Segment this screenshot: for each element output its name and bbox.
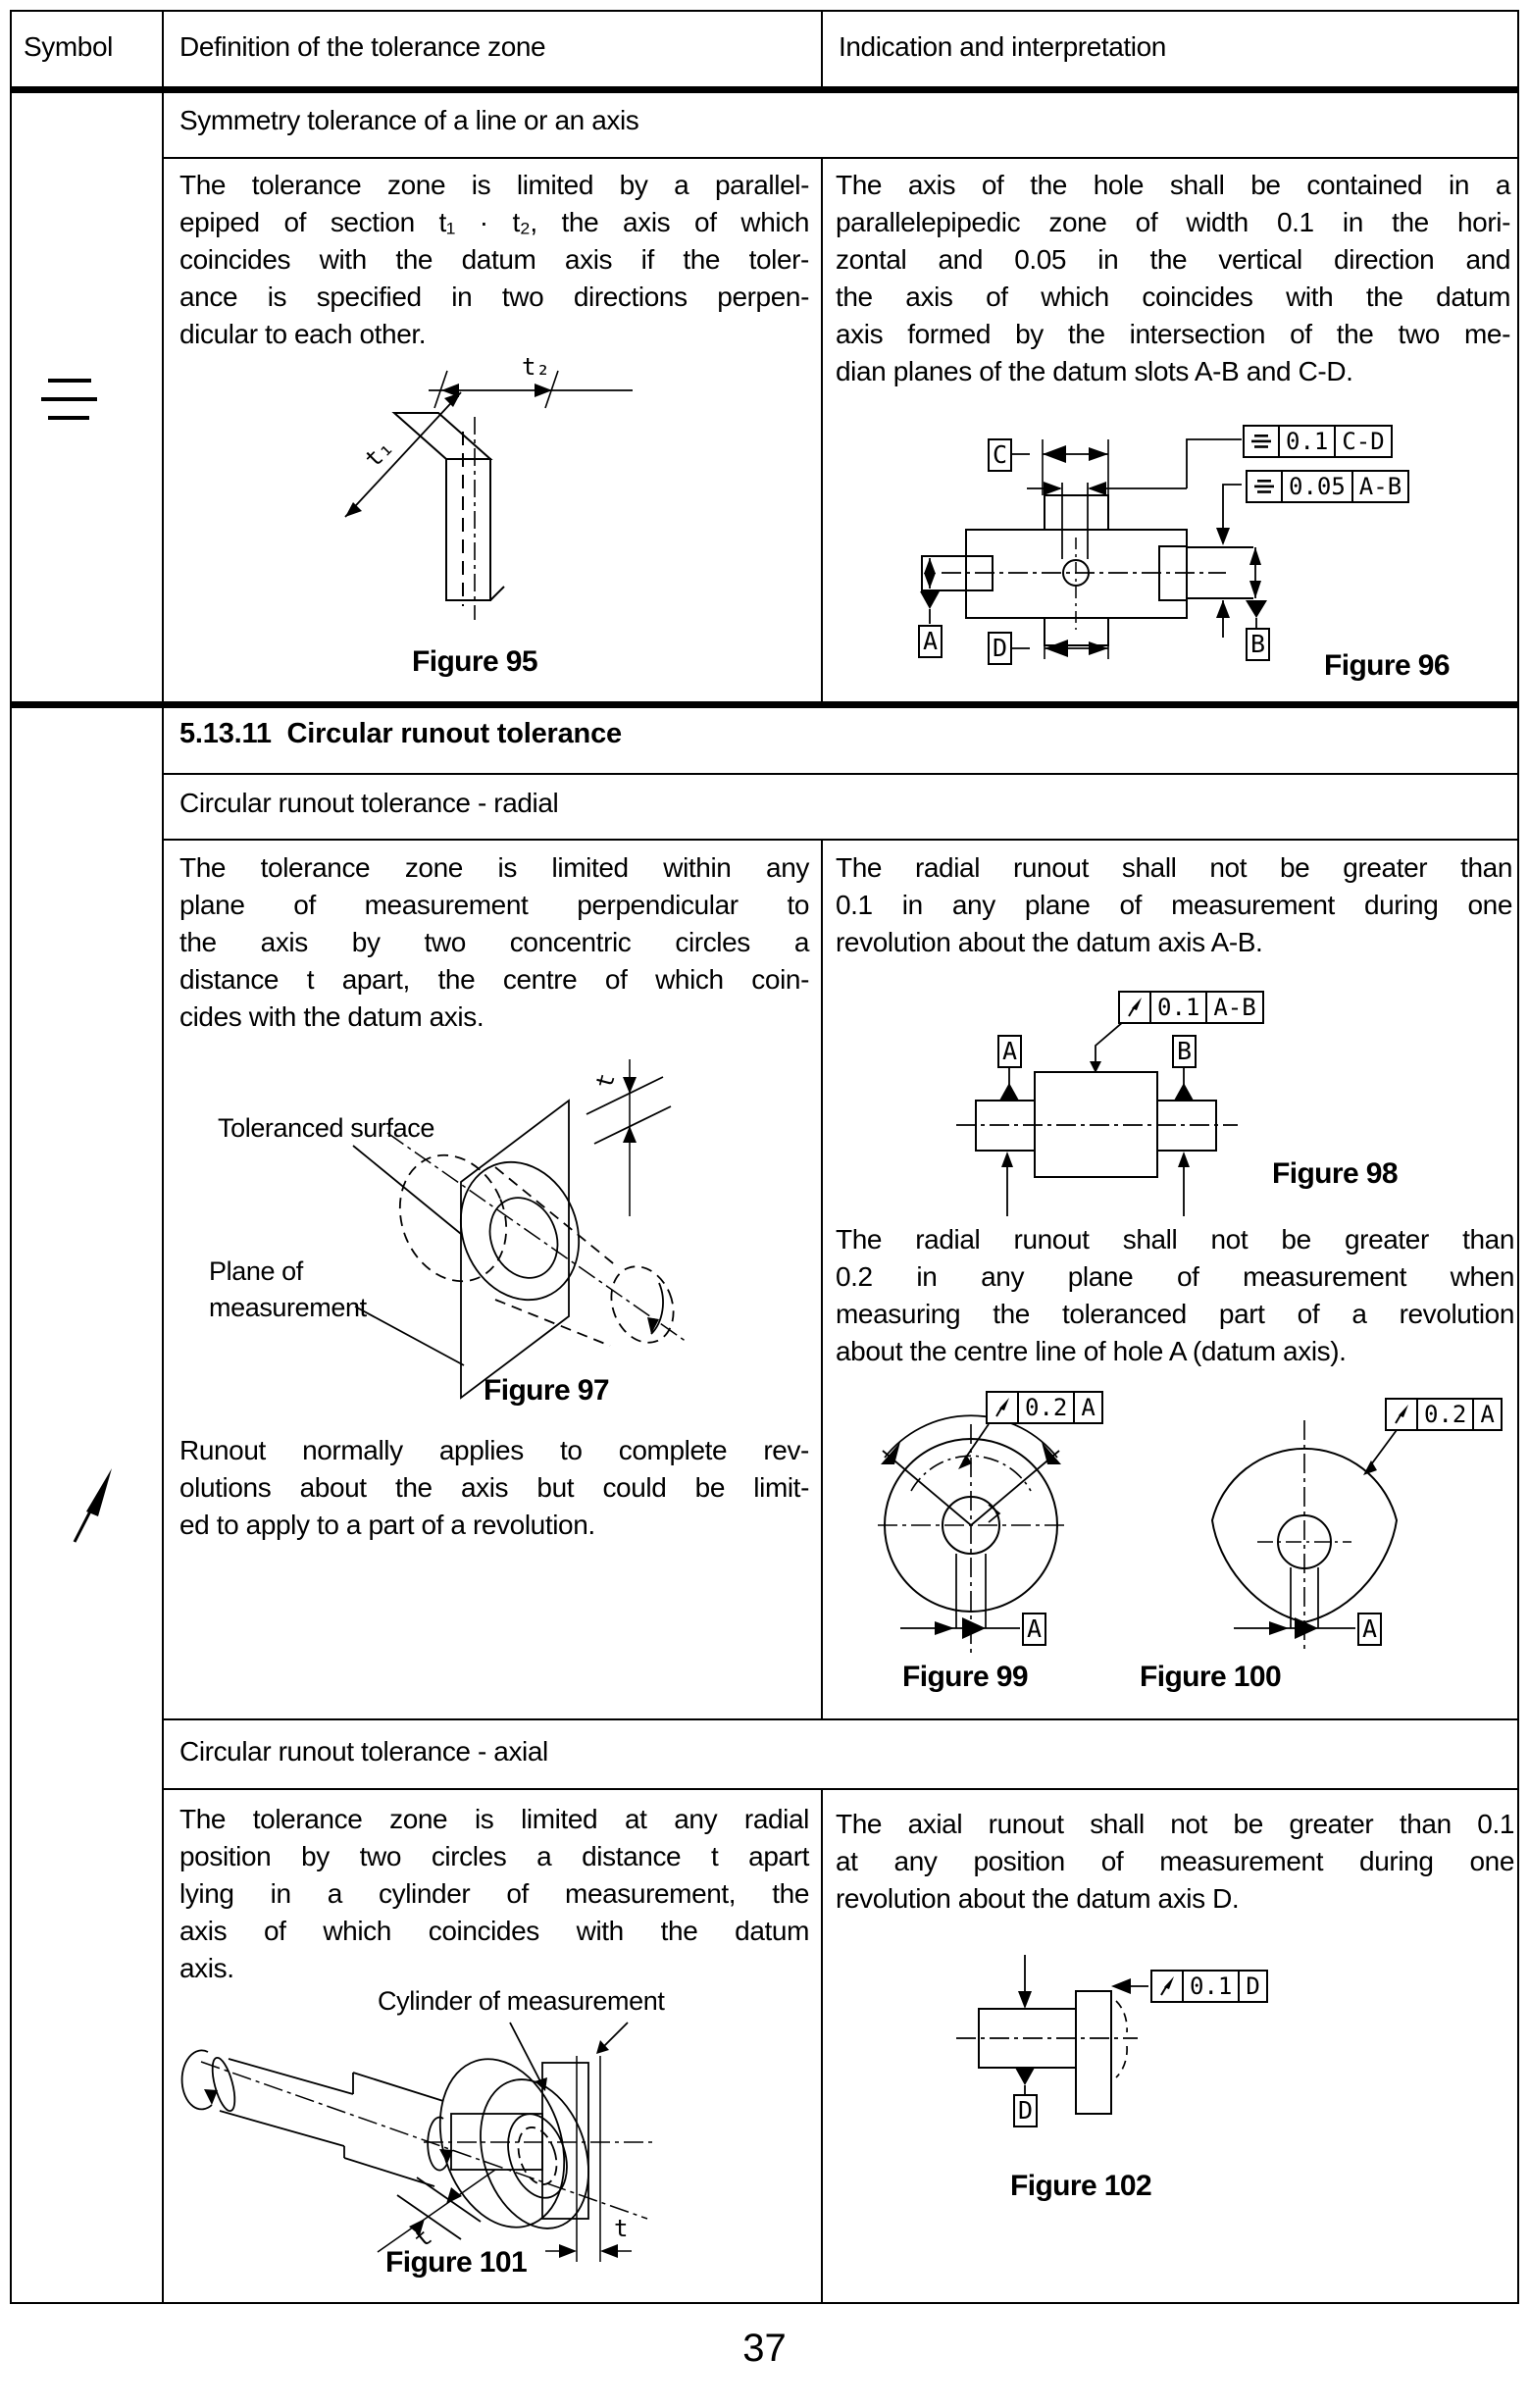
fcf-datum-ref: C-D — [1334, 427, 1390, 456]
fcf-datum-ref: A — [1073, 1393, 1100, 1422]
fig96-datum-a: A — [918, 625, 943, 658]
fig96-fcf-2 — [1246, 470, 1409, 503]
fcf-tolerance-value: 0.1 — [1182, 1972, 1238, 2001]
column-header-definition: Definition of the tolerance zone — [179, 31, 546, 62]
circular-runout-icon — [1387, 1400, 1416, 1429]
fig101-t-right-label: t — [614, 2215, 629, 2242]
fig98-datum-b: B — [1172, 1035, 1197, 1068]
fig102-caption: Figure 102 — [1010, 2170, 1152, 2202]
fig97-plane-of-measurement-label: Plane of measurement — [209, 1256, 367, 1322]
fig101-t-left-label: t — [408, 2223, 437, 2254]
page-number: 37 — [742, 2327, 787, 2370]
fig96-datum-c: C — [988, 438, 1012, 472]
figure-96-drawing — [920, 439, 1267, 659]
fig98-fcf — [1118, 991, 1264, 1024]
fcf-tolerance-value: 0.1 — [1149, 993, 1205, 1022]
fig96-caption: Figure 96 — [1324, 649, 1450, 682]
fig97-t-label: t — [589, 1070, 621, 1092]
column-header-indication: Indication and interpretation — [839, 31, 1166, 62]
axial-subtitle: Circular runout tolerance - axial — [179, 1736, 548, 1767]
fig96-datum-b: B — [1246, 628, 1270, 661]
fig101-caption: Figure 101 — [385, 2246, 528, 2279]
radial-note-paragraph: Runout normally applies to complete rev- olutions about the axis but could be limit- ed to apply to a part of a revolution. — [179, 1435, 809, 1540]
symmetry-indication-paragraph: The axis of the hole shall be contained in a parallelepipedic zone of width 0.1 in the hori- zontal and 0.05 in the vertical direction and the axis of which coincides with the datum axis formed by the intersection of the two me- dian planes of the datum slots A-B and C-D. — [836, 170, 1510, 386]
radial-indication1-paragraph: The radial runout shall not be greater than 0.1 in any plane of measurement during one revolution about the datum axis A-B. — [836, 852, 1512, 957]
figure-102-drawing — [956, 1955, 1148, 2114]
fig95-t2-label: t₂ — [522, 353, 550, 381]
figure-95-drawing — [345, 371, 633, 620]
fig102-fcf — [1150, 1970, 1268, 2003]
figure-97-drawing — [353, 1059, 687, 1398]
symmetry-icon — [41, 379, 97, 420]
radial-indication2-paragraph: The radial runout shall not be greater than 0.2 in any plane of measurement when measuring the toleranced part of a revolution about the centre line of hole A (datum axis). — [836, 1224, 1514, 1366]
fig98-datum-a: A — [997, 1035, 1022, 1068]
fig100-datum-a: A — [1357, 1613, 1382, 1646]
circular-runout-icon — [75, 1468, 112, 1542]
fcf-tolerance-value: 0.2 — [1017, 1393, 1073, 1422]
radial-subtitle: Circular runout tolerance - radial — [179, 788, 559, 818]
axial-definition-paragraph: The tolerance zone is limited at any radial position by two circles a distance t apart lying in a cylinder of measurement, the axis of which coincides with the datum axis. — [179, 1804, 809, 1983]
symmetry-icon — [1245, 427, 1278, 456]
fig102-datum-d: D — [1013, 2094, 1038, 2127]
circular-runout-icon — [1120, 993, 1149, 1022]
fig98-caption: Figure 98 — [1272, 1157, 1398, 1190]
fig100-caption: Figure 100 — [1140, 1661, 1282, 1693]
circular-runout-icon — [988, 1393, 1017, 1422]
symmetry-title: Symmetry tolerance of a line or an axis — [179, 105, 639, 135]
fcf-datum-ref: A-B — [1351, 472, 1407, 501]
fig99-caption: Figure 99 — [902, 1661, 1028, 1693]
fig97-toleranced-surface-label: Toleranced surface — [218, 1113, 434, 1143]
fcf-tolerance-value: 0.1 — [1278, 427, 1334, 456]
fig95-t1-label: t₁ — [359, 433, 399, 474]
radial-definition-paragraph: The tolerance zone is limited within any plane of measurement perpendicular to the axis by two concentric circles a distance t apart, the centre of which coin- cides with the datum axis. — [179, 852, 809, 1032]
fig99-datum-a: A — [1022, 1613, 1046, 1646]
symmetry-definition-paragraph: The tolerance zone is limited by a parallel- epiped of section t₁ · t₂, the axis of which coincides with the datum axis if the toler- ance is specified in two directions perpen- dicular to each other. — [179, 170, 809, 349]
circular-runout-icon — [1152, 1972, 1182, 2001]
fig101-cylinder-of-measurement-label: Cylinder of measurement — [378, 1986, 665, 2016]
fig96-fcf-1 — [1243, 425, 1393, 458]
fcf-tolerance-value: 0.2 — [1416, 1400, 1472, 1429]
axial-indication-paragraph: The axial runout shall not be greater than 0.1 at any position of measurement during one revolution about the datum axis D. — [836, 1809, 1514, 1914]
fig96-datum-d: D — [988, 632, 1012, 665]
fig95-caption: Figure 95 — [412, 645, 537, 678]
column-header-symbol: Symbol — [24, 31, 113, 62]
symmetry-icon — [1248, 472, 1281, 501]
fig100-fcf — [1385, 1398, 1503, 1431]
fcf-tolerance-value: 0.05 — [1281, 472, 1351, 501]
fcf-datum-ref: A-B — [1205, 993, 1261, 1022]
fig97-caption: Figure 97 — [484, 1374, 609, 1407]
fig99-fcf — [986, 1391, 1103, 1424]
fcf-datum-ref: D — [1238, 1972, 1265, 2001]
fcf-datum-ref: A — [1472, 1400, 1500, 1429]
section-heading: 5.13.11 Circular runout tolerance — [179, 718, 622, 749]
